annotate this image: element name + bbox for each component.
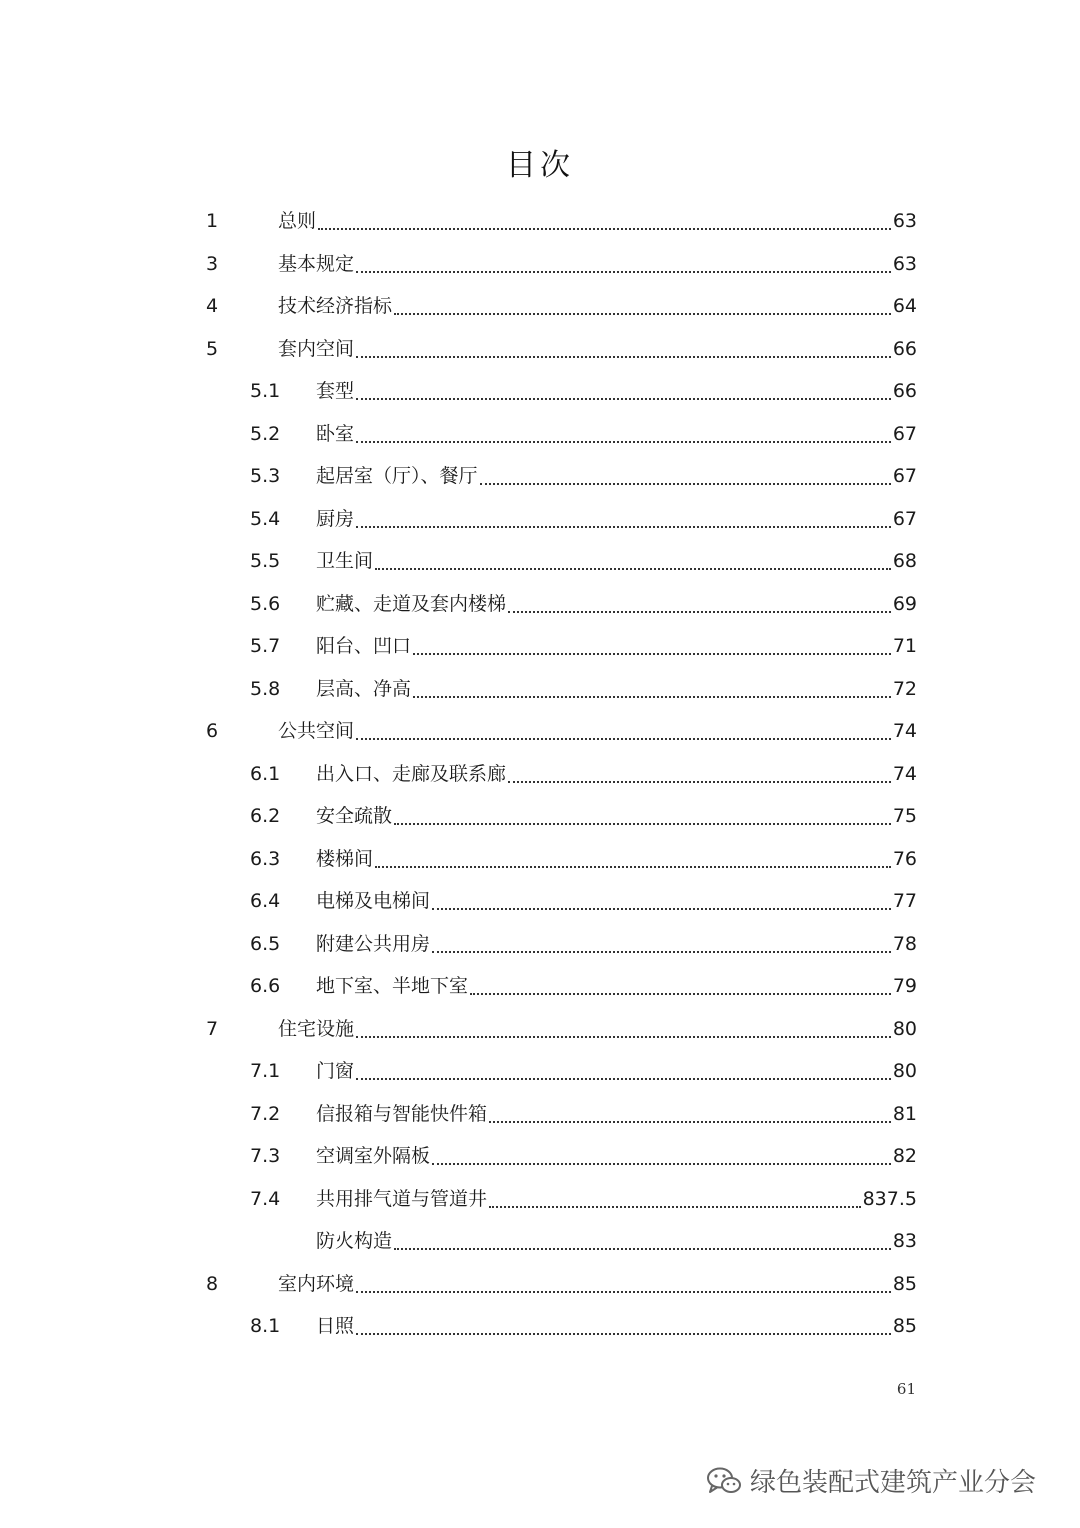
toc-entry-title: 信报箱与智能快件箱 [316, 1102, 488, 1125]
toc-dot-leader [356, 1077, 891, 1080]
toc-entry-page: 69 [892, 592, 917, 615]
toc-entry-number: 5.3 [250, 465, 281, 487]
toc-entry-line [316, 880, 917, 923]
toc-entry[interactable] [0, 1008, 1080, 1051]
toc-entry-title: 基本规定 [278, 252, 355, 275]
toc-entry-number: 1 [206, 210, 219, 232]
toc-entry-number: 8 [206, 1272, 219, 1295]
toc-entry[interactable] [0, 753, 1080, 796]
page-number: 61 [896, 1380, 916, 1398]
toc-entry-page: 76 [892, 847, 917, 870]
toc-entry-number: 5.6 [250, 592, 281, 615]
toc-entry-title: 卫生间 [316, 550, 374, 572]
toc-entry-page: 67 [892, 507, 917, 530]
toc-entry-title: 住宅设施 [278, 1017, 355, 1040]
toc-entry-line [316, 1178, 917, 1221]
toc-entry-page: 79 [892, 975, 917, 997]
toc-dot-leader [413, 652, 891, 655]
toc-entry-number: 5.8 [250, 677, 281, 700]
toc-entry[interactable] [0, 795, 1080, 838]
toc-entry-page: 63 [892, 252, 917, 275]
toc-entry[interactable] [0, 200, 1080, 243]
toc-entry[interactable] [0, 1050, 1080, 1093]
toc-entry-line [278, 243, 917, 286]
toc-entry-number: 6.2 [250, 805, 281, 827]
toc-entry-line [316, 370, 917, 413]
toc-entry-title: 安全疏散 [316, 805, 393, 827]
toc-entry-number: 3 [206, 252, 219, 275]
toc-entry[interactable] [0, 710, 1080, 753]
toc-dot-leader [356, 355, 891, 358]
toc-dot-leader [356, 1035, 891, 1038]
toc-entry-number: 5 [206, 337, 219, 360]
toc-entry-title: 门窗 [316, 1060, 355, 1082]
toc-entry-page: 74 [892, 762, 917, 785]
toc-entry-number: 7.4 [250, 1187, 281, 1210]
toc-entry-title: 套内空间 [278, 337, 355, 360]
toc-entry-title: 公共空间 [278, 720, 355, 742]
toc-dot-leader [356, 440, 891, 443]
toc-entry-title: 起居室（厅）、餐厅 [316, 465, 478, 487]
toc-entry-line [316, 625, 917, 668]
toc-entry[interactable] [0, 1305, 1080, 1348]
toc-entry-title: 出入口、走廊及联系廊 [316, 762, 507, 785]
toc-entry[interactable] [0, 540, 1080, 583]
toc-entry-number: 6.1 [250, 762, 281, 785]
toc-entry-line [316, 583, 917, 626]
toc-entry-page: 67 [892, 465, 917, 487]
toc-entry-page: 64 [892, 295, 917, 317]
toc-entry[interactable] [0, 1263, 1080, 1306]
toc-entry-line [316, 965, 917, 1008]
toc-entry-line [316, 455, 917, 498]
toc-dot-leader [432, 1162, 891, 1165]
toc-entry-page: 81 [892, 1102, 917, 1125]
toc-dot-leader [375, 567, 891, 570]
toc-entry-title: 卧室 [316, 422, 355, 445]
toc-dot-leader [356, 397, 891, 400]
toc-entry[interactable] [0, 583, 1080, 626]
toc-entry-page: 67 [892, 422, 917, 445]
toc-entry-line [316, 753, 917, 796]
toc-entry[interactable] [0, 370, 1080, 413]
toc-dot-leader [375, 865, 891, 868]
toc-dot-leader [432, 907, 891, 910]
toc-dot-leader [470, 992, 891, 995]
toc-entry-title: 空调室外隔板 [316, 1145, 431, 1167]
toc-entry[interactable] [0, 413, 1080, 456]
toc-dot-leader [356, 737, 891, 740]
toc-entry-number: 5.1 [250, 380, 281, 402]
toc-entry-page: 80 [892, 1017, 917, 1040]
page-title: 目次 [506, 148, 574, 183]
toc-entry-line [316, 795, 917, 838]
toc-entry-line [316, 1305, 917, 1348]
toc-entry[interactable] [0, 1220, 1080, 1263]
toc-entry-page: 85 [892, 1272, 917, 1295]
toc-entry-title: 共用排气道与管道井 [316, 1187, 488, 1210]
toc-dot-leader [394, 822, 891, 825]
toc-entry-page: 66 [892, 337, 917, 360]
toc-entry-line [316, 668, 917, 711]
toc-entry[interactable] [0, 923, 1080, 966]
toc-entry-number: 5.2 [250, 422, 281, 445]
toc-dot-leader [356, 525, 891, 528]
toc-dot-leader [356, 270, 891, 273]
toc-entry-page: 75 [892, 805, 917, 827]
wechat-icon [706, 1466, 742, 1496]
toc-entry-number: 6.5 [250, 932, 281, 955]
toc-dot-leader [508, 780, 891, 783]
toc-entry-number: 4 [206, 295, 219, 317]
toc-entry-line [278, 710, 917, 753]
watermark [706, 1462, 1036, 1499]
toc-dot-leader [356, 1332, 891, 1335]
toc-entry-page: 71 [892, 635, 917, 657]
toc-dot-leader [489, 1120, 891, 1123]
toc-entry[interactable] [0, 1178, 1080, 1221]
toc-entry-line [316, 413, 917, 456]
toc-entry-page: 68 [892, 550, 917, 572]
toc-entry-title: 层高、净高 [316, 677, 412, 700]
toc-entry-page: 78 [892, 932, 917, 955]
toc-entry-page: 837.5 [862, 1187, 917, 1210]
toc-entry-title: 总则 [278, 210, 317, 232]
toc-entry-line [316, 1050, 917, 1093]
toc-entry[interactable] [0, 328, 1080, 371]
toc-dot-leader [480, 482, 891, 485]
toc-entry-title: 楼梯间 [316, 847, 374, 870]
toc-entry[interactable] [0, 625, 1080, 668]
toc-entry-page: 63 [892, 210, 917, 232]
toc-entry-number: 5.4 [250, 507, 281, 530]
toc-entry-title: 地下室、半地下室 [316, 975, 469, 997]
toc-dot-leader [318, 227, 891, 230]
toc-dot-leader [432, 950, 891, 953]
toc-dot-leader [394, 312, 891, 315]
toc-entry-line [316, 540, 917, 583]
toc-entry-page: 82 [892, 1145, 917, 1167]
toc-entry-number: 7 [206, 1017, 219, 1040]
toc-dot-leader [394, 1247, 891, 1250]
toc-entry-page: 85 [892, 1315, 917, 1337]
toc-entry-title: 电梯及电梯间 [316, 890, 431, 912]
toc-entry-page: 66 [892, 380, 917, 402]
toc-entry-number: 6 [206, 720, 219, 742]
toc-entry-page: 72 [892, 677, 917, 700]
toc-entry-number: 8.1 [250, 1315, 281, 1337]
toc-entry-number: 7.3 [250, 1145, 281, 1167]
toc-dot-leader [413, 695, 891, 698]
toc-entry-line [316, 1093, 917, 1136]
toc-entry-number: 7.2 [250, 1102, 281, 1125]
toc-entry-line [278, 200, 917, 243]
toc-entry-line [316, 498, 917, 541]
toc-entry-line [316, 838, 917, 881]
toc-dot-leader [508, 610, 891, 613]
toc-entry[interactable] [0, 498, 1080, 541]
toc-entry-page: 80 [892, 1060, 917, 1082]
toc-entry-page: 83 [892, 1230, 917, 1252]
toc-entry-title: 套型 [316, 380, 355, 402]
toc-entry-line [278, 1263, 917, 1306]
toc-entry[interactable] [0, 1135, 1080, 1178]
toc-entry[interactable] [0, 838, 1080, 881]
toc-entry-line [316, 1135, 917, 1178]
toc-entry-line [278, 328, 917, 371]
toc-entry[interactable] [0, 668, 1080, 711]
toc-entry-title: 厨房 [316, 507, 355, 530]
toc-entry-number: 5.5 [250, 550, 281, 572]
toc-entry[interactable] [0, 455, 1080, 498]
watermark-text: 绿色装配式建筑产业分会 [750, 1468, 1037, 1498]
toc-entry-number: 6.6 [250, 975, 281, 997]
toc-entry-number: 6.4 [250, 890, 281, 912]
toc-entry-title: 防火构造 [316, 1230, 393, 1252]
toc-entry-line [316, 923, 917, 966]
toc-entry-page: 74 [892, 720, 917, 742]
toc-entry[interactable] [0, 285, 1080, 328]
toc-entry-title: 阳台、凹口 [316, 635, 412, 657]
toc-entry-line [278, 1008, 917, 1051]
toc-entry[interactable] [0, 880, 1080, 923]
toc-entry-title: 附建公共用房 [316, 932, 431, 955]
toc-dot-leader [489, 1205, 861, 1208]
toc-entry-line [278, 285, 917, 328]
toc-entry[interactable] [0, 243, 1080, 286]
toc-entry-title: 技术经济指标 [278, 295, 393, 317]
toc-entry-title: 室内环境 [278, 1272, 355, 1295]
toc-entry-line [316, 1220, 917, 1263]
toc-entry-page: 77 [892, 890, 917, 912]
toc-entry-title: 日照 [316, 1315, 355, 1337]
toc-entry-title: 贮藏、走道及套内楼梯 [316, 592, 507, 615]
toc-entry-number: 5.7 [250, 635, 281, 657]
toc-entry[interactable] [0, 965, 1080, 1008]
toc-dot-leader [356, 1290, 891, 1293]
toc-entry-number: 6.3 [250, 847, 281, 870]
toc-entry-number: 7.1 [250, 1060, 281, 1082]
toc-entry[interactable] [0, 1093, 1080, 1136]
